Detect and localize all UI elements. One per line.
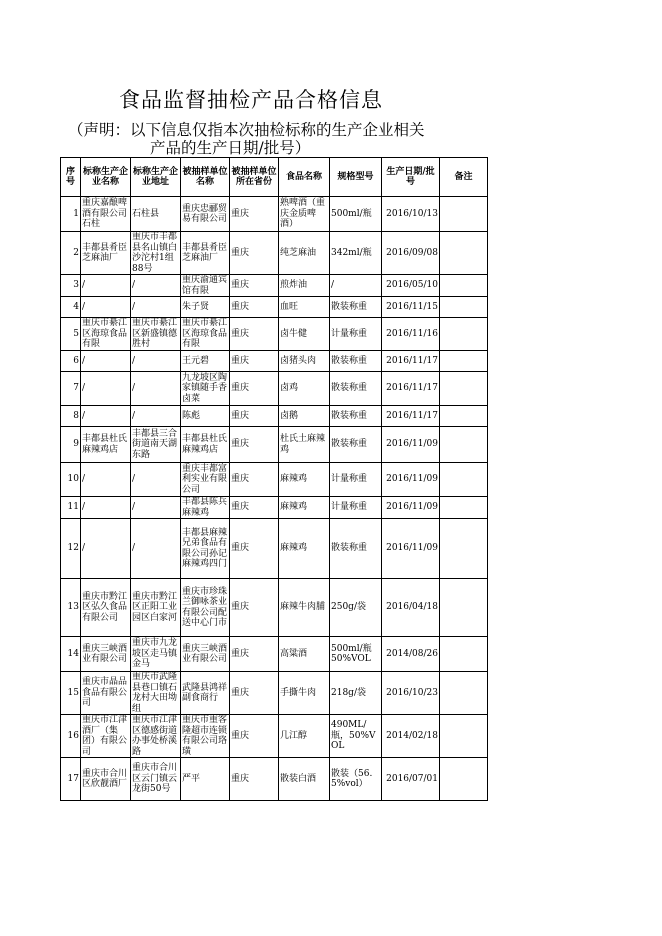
table-row xyxy=(61,427,488,463)
cell-province: 重庆 xyxy=(230,672,279,715)
cell-note xyxy=(440,715,488,758)
cell-address: / xyxy=(131,275,181,297)
cell-spec: 500ml/瓶 50%VOL xyxy=(330,637,382,672)
table-row xyxy=(61,579,488,637)
cell-spec: / xyxy=(330,275,382,297)
cell-date: 2016/04/18 xyxy=(382,579,440,637)
table-row xyxy=(61,197,488,232)
cell-sampled-unit: 严平 xyxy=(181,758,230,801)
table-row xyxy=(61,318,488,351)
cell-province: 重庆 xyxy=(230,427,279,463)
cell-province: 重庆 xyxy=(230,372,279,406)
cell-food-name: 血旺 xyxy=(279,297,330,318)
cell-spec: 散装称重 xyxy=(330,519,382,579)
cell-company: 重庆三峡酒业有限公司 xyxy=(81,637,131,672)
cell-no: 13 xyxy=(61,579,81,637)
cell-food-name: 手撕牛肉 xyxy=(279,672,330,715)
cell-note xyxy=(440,297,488,318)
cell-address: 重庆市江津区德感街道办事处桥溪路 xyxy=(131,715,181,758)
cell-sampled-unit: 朱子贤 xyxy=(181,297,230,318)
cell-date: 2016/11/17 xyxy=(382,406,440,427)
cell-company: 重庆嘉酿啤酒有限公司石柱 xyxy=(81,197,131,232)
cell-province: 重庆 xyxy=(230,318,279,351)
cell-food-name: 卤猪头肉 xyxy=(279,351,330,372)
cell-date: 2016/11/17 xyxy=(382,351,440,372)
cell-note xyxy=(440,497,488,519)
cell-spec: 计量称重 xyxy=(330,463,382,497)
cell-address: / xyxy=(131,519,181,579)
cell-note xyxy=(440,372,488,406)
cell-no: 4 xyxy=(61,297,81,318)
cell-food-name: 高粱酒 xyxy=(279,637,330,672)
inspection-table xyxy=(60,157,488,801)
table-row xyxy=(61,637,488,672)
cell-food-name: 熟啤酒（重庆金质啤酒） xyxy=(279,197,330,232)
cell-company: / xyxy=(81,463,131,497)
cell-food-name: 麻辣鸡 xyxy=(279,497,330,519)
cell-sampled-unit: 九龙坡区陶家镇随手香卤菜 xyxy=(181,372,230,406)
cell-no: 9 xyxy=(61,427,81,463)
cell-note xyxy=(440,579,488,637)
page-title: 食品监督抽检产品合格信息 xyxy=(119,88,383,112)
cell-company: / xyxy=(81,406,131,427)
cell-address: / xyxy=(131,297,181,318)
cell-note xyxy=(440,318,488,351)
cell-company: / xyxy=(81,497,131,519)
cell-date: 2016/10/13 xyxy=(382,197,440,232)
cell-spec: 490ML/瓶，50%VOL xyxy=(330,715,382,758)
cell-sampled-unit: 重庆三峡酒业有限公司 xyxy=(181,637,230,672)
cell-food-name: 麻辣牛肉脯 xyxy=(279,579,330,637)
table-row xyxy=(61,672,488,715)
cell-no: 14 xyxy=(61,637,81,672)
header-spec: 规格型号 xyxy=(330,158,382,197)
cell-food-name: 散装白酒 xyxy=(279,758,330,801)
cell-note xyxy=(440,519,488,579)
cell-spec: 散装称重 xyxy=(330,372,382,406)
cell-spec: 218g/袋 xyxy=(330,672,382,715)
cell-address: / xyxy=(131,406,181,427)
cell-province: 重庆 xyxy=(230,497,279,519)
cell-spec: 250g/袋 xyxy=(330,579,382,637)
cell-sampled-unit: 重庆市重客隆超市连锁有限公司珞璜 xyxy=(181,715,230,758)
table-row xyxy=(61,372,488,406)
cell-company: / xyxy=(81,351,131,372)
table-row xyxy=(61,297,488,318)
cell-date: 2014/08/26 xyxy=(382,637,440,672)
header-sampled-unit: 被抽样单位名称 xyxy=(181,158,230,197)
cell-note xyxy=(440,232,488,275)
cell-no: 15 xyxy=(61,672,81,715)
cell-spec: 散装称重 xyxy=(330,427,382,463)
cell-province: 重庆 xyxy=(230,519,279,579)
cell-food-name: 几江醇 xyxy=(279,715,330,758)
cell-note xyxy=(440,463,488,497)
cell-sampled-unit: 丰都县肴臣芝麻油厂 xyxy=(181,232,230,275)
cell-no: 1 xyxy=(61,197,81,232)
cell-sampled-unit: 武隆县鸿祥副食商行 xyxy=(181,672,230,715)
header-company: 标称生产企业名称 xyxy=(81,158,131,197)
cell-spec: 计量称重 xyxy=(330,497,382,519)
table-row xyxy=(61,519,488,579)
header-province: 被抽样单位所在省份 xyxy=(230,158,279,197)
cell-date: 2016/05/10 xyxy=(382,275,440,297)
cell-sampled-unit: 重庆丰都富利实业有限公司 xyxy=(181,463,230,497)
table-row xyxy=(61,406,488,427)
cell-date: 2016/11/09 xyxy=(382,463,440,497)
cell-company: 重庆市綦江区海琼食品有限 xyxy=(81,318,131,351)
cell-company: 重庆市合川区欣靓酒厂 xyxy=(81,758,131,801)
header-no: 序号 xyxy=(61,158,81,197)
cell-province: 重庆 xyxy=(230,232,279,275)
cell-no: 7 xyxy=(61,372,81,406)
cell-province: 重庆 xyxy=(230,758,279,801)
cell-note xyxy=(440,672,488,715)
cell-company: 重庆市晶品食品有限公司 xyxy=(81,672,131,715)
cell-date: 2016/07/01 xyxy=(382,758,440,801)
cell-company: 重庆市黔江区弘久食品有限公司 xyxy=(81,579,131,637)
cell-province: 重庆 xyxy=(230,351,279,372)
cell-note xyxy=(440,406,488,427)
cell-no: 6 xyxy=(61,351,81,372)
statement-line-1: （声明：以下信息仅指本次抽检标称的生产企业相关 xyxy=(68,121,425,139)
cell-date: 2016/11/15 xyxy=(382,297,440,318)
cell-province: 重庆 xyxy=(230,637,279,672)
cell-date: 2016/11/09 xyxy=(382,497,440,519)
table-row xyxy=(61,715,488,758)
cell-food-name: 卤牛健 xyxy=(279,318,330,351)
cell-company: 重庆市江津酒厂（集团）有限公司 xyxy=(81,715,131,758)
header-note: 备注 xyxy=(440,158,488,197)
cell-date: 2016/11/16 xyxy=(382,318,440,351)
table-row xyxy=(61,497,488,519)
cell-province: 重庆 xyxy=(230,275,279,297)
cell-spec: 342ml/瓶 xyxy=(330,232,382,275)
cell-no: 11 xyxy=(61,497,81,519)
cell-food-name: 纯芝麻油 xyxy=(279,232,330,275)
cell-no: 2 xyxy=(61,232,81,275)
cell-note xyxy=(440,197,488,232)
cell-note xyxy=(440,351,488,372)
cell-address: 重庆市合川区云门镇云龙街50号 xyxy=(131,758,181,801)
cell-date: 2016/09/08 xyxy=(382,232,440,275)
cell-no: 3 xyxy=(61,275,81,297)
cell-address: 重庆市九龙坡区走马镇金马 xyxy=(131,637,181,672)
table-row xyxy=(61,463,488,497)
cell-food-name: 卤鸡 xyxy=(279,372,330,406)
cell-food-name: 杜氏土麻辣鸡 xyxy=(279,427,330,463)
cell-address: 重庆市丰都县名山镇白沙沱村1组88号 xyxy=(131,232,181,275)
cell-sampled-unit: 重庆市珍珠兰御咏茶业有限公司配送中心门市 xyxy=(181,579,230,637)
table-row xyxy=(61,232,488,275)
cell-date: 2016/10/23 xyxy=(382,672,440,715)
cell-no: 12 xyxy=(61,519,81,579)
cell-sampled-unit: 重庆市綦江区海琼食品有限 xyxy=(181,318,230,351)
cell-date: 2016/11/09 xyxy=(382,427,440,463)
cell-company: / xyxy=(81,297,131,318)
cell-note xyxy=(440,427,488,463)
cell-sampled-unit: 重庆渝通宾馆有限 xyxy=(181,275,230,297)
cell-company: / xyxy=(81,519,131,579)
cell-province: 重庆 xyxy=(230,197,279,232)
cell-province: 重庆 xyxy=(230,406,279,427)
cell-company: 丰都县肴臣芝麻油厂 xyxy=(81,232,131,275)
cell-spec: 散装称重 xyxy=(330,297,382,318)
cell-sampled-unit: 陈彪 xyxy=(181,406,230,427)
cell-sampled-unit: 王元碧 xyxy=(181,351,230,372)
cell-province: 重庆 xyxy=(230,463,279,497)
cell-address: 石柱县 xyxy=(131,197,181,232)
table-row xyxy=(61,275,488,297)
cell-note xyxy=(440,275,488,297)
header-date: 生产日期/批号 xyxy=(382,158,440,197)
cell-company: / xyxy=(81,275,131,297)
cell-date: 2014/02/18 xyxy=(382,715,440,758)
cell-no: 16 xyxy=(61,715,81,758)
cell-province: 重庆 xyxy=(230,579,279,637)
cell-address: 重庆市黔江区正阳工业园区白家河 xyxy=(131,579,181,637)
cell-address: / xyxy=(131,463,181,497)
table-row xyxy=(61,351,488,372)
cell-food-name: 麻辣鸡 xyxy=(279,463,330,497)
cell-address: / xyxy=(131,497,181,519)
cell-no: 17 xyxy=(61,758,81,801)
cell-sampled-unit: 丰都县麻辣兄弟食品有限公司孙记麻辣鸡四门 xyxy=(181,519,230,579)
cell-spec: 500ml/瓶 xyxy=(330,197,382,232)
cell-address: 丰都县三合街道南天湖东路 xyxy=(131,427,181,463)
cell-province: 重庆 xyxy=(230,715,279,758)
cell-food-name: 煎炸油 xyxy=(279,275,330,297)
header-food-name: 食品名称 xyxy=(279,158,330,197)
cell-sampled-unit: 重庆忠郦贸易有限公司 xyxy=(181,197,230,232)
cell-note xyxy=(440,637,488,672)
cell-no: 10 xyxy=(61,463,81,497)
statement-line-2: 产品的生产日期/批号） xyxy=(150,139,311,157)
cell-date: 2016/11/09 xyxy=(382,519,440,579)
table-row xyxy=(61,758,488,801)
cell-spec: 散装称重 xyxy=(330,351,382,372)
cell-company: / xyxy=(81,372,131,406)
cell-no: 5 xyxy=(61,318,81,351)
cell-address: / xyxy=(131,351,181,372)
cell-address: 重庆市綦江区新盛镇德胜村 xyxy=(131,318,181,351)
cell-sampled-unit: 丰都县陈兵麻辣鸡 xyxy=(181,497,230,519)
cell-spec: 散装称重 xyxy=(330,406,382,427)
cell-address: / xyxy=(131,372,181,406)
cell-sampled-unit: 丰都县杜氏麻辣鸡店 xyxy=(181,427,230,463)
cell-food-name: 卤鹅 xyxy=(279,406,330,427)
cell-date: 2016/11/17 xyxy=(382,372,440,406)
cell-food-name: 麻辣鸡 xyxy=(279,519,330,579)
header-address: 标称生产企业地址 xyxy=(131,158,181,197)
cell-spec: 计量称重 xyxy=(330,318,382,351)
cell-note xyxy=(440,758,488,801)
cell-address: 重庆市武隆县巷口镇石龙村大田坳组 xyxy=(131,672,181,715)
cell-company: 丰都县杜氏麻辣鸡店 xyxy=(81,427,131,463)
cell-province: 重庆 xyxy=(230,297,279,318)
table-header-row xyxy=(61,158,488,197)
cell-no: 8 xyxy=(61,406,81,427)
cell-spec: 散装（56.5%vol） xyxy=(330,758,382,801)
